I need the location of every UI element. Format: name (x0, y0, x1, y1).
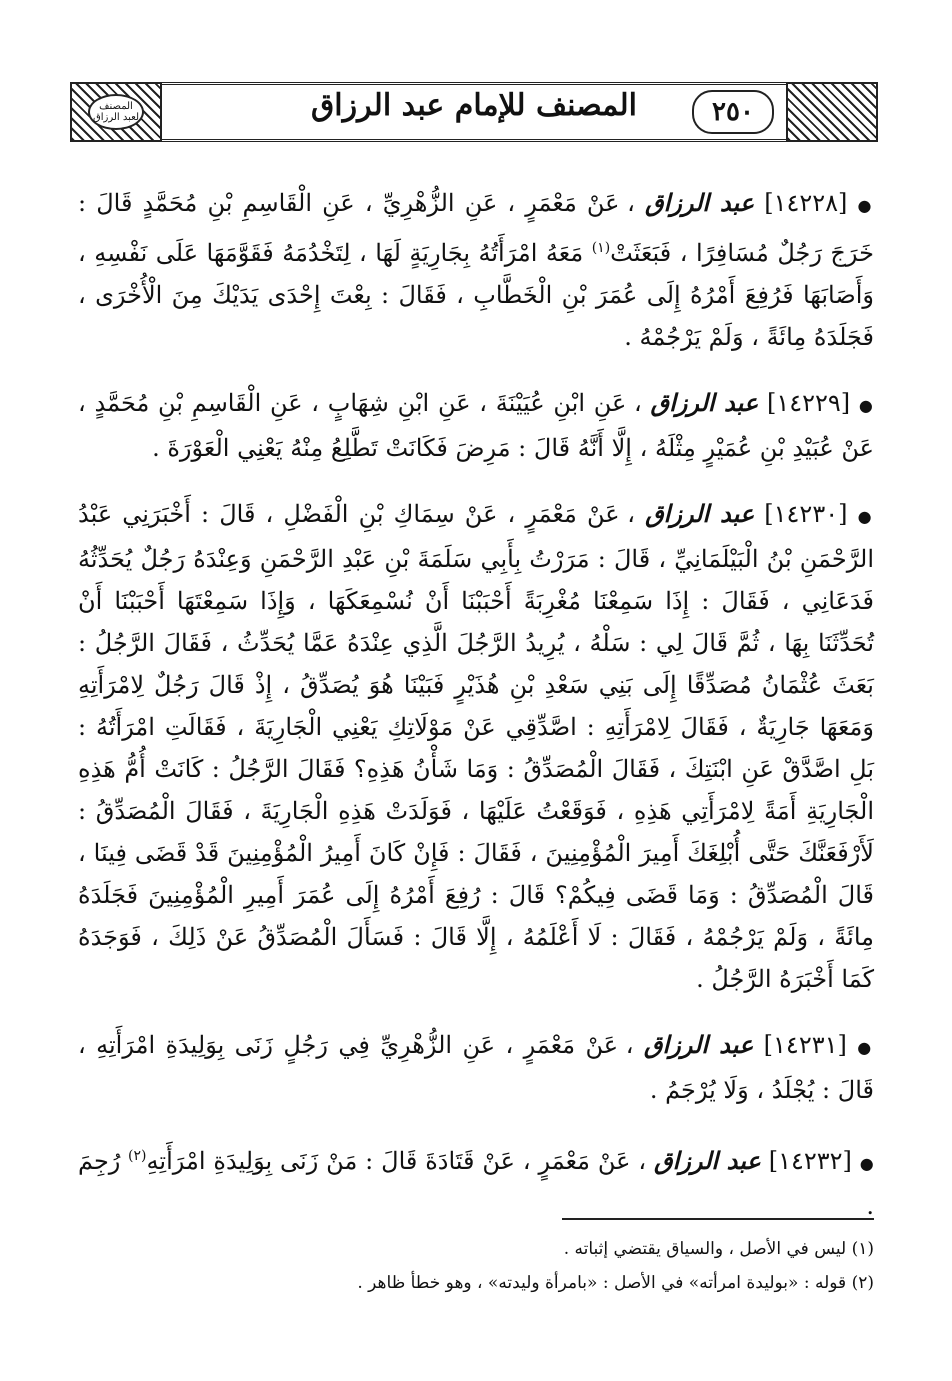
bullet-icon: ● (857, 507, 875, 526)
narrator-name: عبد الرزاق (645, 188, 755, 217)
footnote-item: (١) ليس في الأصل ، والسياق يقتضي إثباته . (563, 1239, 874, 1259)
footnotes (78, 1232, 874, 1300)
bullet-icon: ● (857, 196, 874, 215)
narrator-name: عبد الرزاق (645, 499, 755, 528)
hadith-number: [١٤٢٢٨] (764, 189, 848, 217)
hadith-text-continued: مَعَهُ امْرَأَتُهُ بِجَارِيَةٍ لَهَا ، لِتَخْدُمَهُ فَقَوَّمَهَا عَلَى نَفْسِهِ ، وَأَصَابَهَا فَرُفِعَ أَمْرُهُ إِلَى عُمَرَ بْنِ الْخَطَّابِ ، فَقَالَ : بِعْتَ إِحْدَى يَدَيْكَ مِنَ الْأُخْرَى ، فَجَلَدَهُ مِائَةً ، وَلَمْ يَرْجُمْهُ . (78, 239, 874, 351)
footnote-mark: (٢) (128, 1148, 147, 1164)
bullet-icon: ● (857, 1038, 874, 1057)
narrator-name: عبد الرزاق (653, 1146, 761, 1175)
hadith-text: ، عَنْ مَعْمَرٍ ، عَنِ الزُّهْرِيِّ ، عَنِ الْقَاسِمِ بْنِ مُحَمَّدٍ قَالَ : خَرَجَ رَجُلٌ مُسَافِرًا ، فَبَعَثَتْ (78, 189, 875, 267)
narrator-name: عبد الرزاق (643, 1030, 754, 1059)
hadith-text: ، عَنْ مَعْمَرٍ ، عَنْ سِمَاكِ بْنِ الْفَضْلِ ، قَالَ : أَخْبَرَنِي عَبْدُ الرَّحْمَنِ بْنُ الْبَيْلَمَانِيِّ ، قَالَ : مَرَرْتُ بِأَبِي سَلَمَةَ بْنِ عَبْدِ الرَّحْمَنِ وَعِنْدَهُ رَجُلٌ يُحَدِّثُهُ فَدَعَانِي ، فَقَالَ : إِذَا سَمِعْنَا مُغْرِبَةً أَحْبَبْنَا أَنْ نُسْمِعَكَهَا ، وَإِذَا سَمِعْتَهَا أَحْبَبْنَا أَنْ تُحَدِّثَنَا بِهَا ، ثُمَّ قَالَ لِي : سَلْهُ ، يُرِيدُ الرَّجُلَ الَّذِي عِنْدَهُ عَمَّا يُحَدِّثُ ، فَقَالَ الرَّجُلُ : بَعَثَ عُثْمَانُ مُصَدِّقًا إِلَى بَنِي سَعْدِ بْنِ هُذَيْرٍ فَبَيْنَا هُوَ يُصَدِّقُ ، إِذْ قَالَ رَجُلٌ لِامْرَأَتِهِ وَمَعَهَا جَارِيَةٌ ، فَقَالَ لِامْرَأَتِهِ : اصَّدِّقِي عَنْ مَوْلَاتِكِ يَعْنِي الْجَارِيَةَ ، فَقَالَتِ امْرَأَتُهُ : بَلِ اصَّدَّقْ عَنِ ابْنَتِكَ ، فَقَالَ الْمُصَدِّقُ : وَمَا شَأْنُ هَذِهِ؟ فَقَالَ الرَّجُلُ : كَانَتْ أُمُّ هَذِهِ الْجَارِيَةِ أَمَةً لِامْرَأَتِي هَذِهِ ، فَوَقَعْتُ عَلَيْهَا ، فَوَلَدَتْ هَذِهِ الْجَارِيَةَ ، فَقَالَ الْمُصَدِّقُ : لَأَرْفَعَنَّكَ حَتَّى أُبْلِغَكَ أَمِيرَ الْمُؤْمِنِينَ ، فَقَالَ : فَإِنْ كَانَ أَمِيرُ الْمُؤْمِنِينَ قَدْ قَضَى فِينَا ، قَالَ الْمُصَدِّقُ : وَمَا قَضَى فِيكُمْ؟ قَالَ : رُفِعَ أَمْرُهُ إِلَى عُمَرَ أَمِيرِ الْمُؤْمِنِينَ فَجَلَدَهُ مِائَةً ، وَلَمْ يَرْجُمْهُ ، فَقَالَ : لَا أَعْلَمُهُ ، إِلَّا قَالَ : فَسَأَلَ الْمُصَدِّقُ عَنْ ذَلِكَ ، فَوَجَدَهُ كَمَا أَخْبَرَهُ الرَّجُلُ . (78, 500, 874, 993)
hadith-entry (78, 493, 874, 1000)
hadith-entry (78, 382, 874, 469)
footnote-mark: (١) (591, 240, 611, 256)
hadith-number: [١٤٢٣٠] (764, 500, 848, 528)
hadith-number: [١٤٢٢٩] (766, 389, 851, 417)
ornament-right (786, 82, 878, 142)
hadith-text: ، عَنْ مَعْمَرٍ ، عَنْ قَتَادَةَ قَالَ : مَنْ زَنَى بِوَلِيدَةِ امْرَأَتِهِ (146, 1147, 647, 1175)
hadith-text: ، عَنِ ابْنِ عُيَيْنَةَ ، عَنِ ابْنِ شِهَابٍ ، عَنِ الْقَاسِمِ بْنِ مُحَمَّدٍ ، عَنْ عُبَيْدِ بْنِ عُمَيْرٍ مِثْلَهُ ، إِلَّا أَنَّهُ قَالَ : مَرِضَ فَكَانَتْ تَطَّلِعُ مِنْهُ يَعْنِي الْعَوْرَةَ . (78, 389, 874, 462)
hadith-number: [١٤٢٣١] (763, 1031, 847, 1059)
bullet-icon: ● (859, 1154, 874, 1173)
hadith-entry (78, 182, 874, 358)
seal-logo: المصنف لعبد الرزاق (88, 94, 144, 130)
main-text (78, 158, 874, 1243)
narrator-name: عبد الرزاق (650, 388, 759, 417)
book-title: المصنف للإمام عبد الرزاق (311, 88, 637, 123)
hadith-entry (78, 1024, 874, 1111)
footnote-divider (562, 1218, 874, 1220)
footnote-item: (٢) قوله : «بوليدة امرأته» في الأصل : «بامرأة وليدته» ، وهو خطأ ظاهر . (357, 1273, 874, 1293)
page-header (70, 82, 878, 142)
hadith-text: ، عَنْ مَعْمَرٍ ، عَنِ الزُّهْرِيِّ فِي رَجُلٍ زَنَى بِوَلِيدَةِ امْرَأَتِهِ ، قَالَ : يُجْلَدُ ، وَلَا يُرْجَمُ . (78, 1031, 874, 1104)
hadith-text-continued: رُجِمَ . (78, 1147, 874, 1220)
ornament-left (70, 82, 162, 142)
hadith-number: [١٤٢٣٢] (768, 1147, 852, 1175)
bullet-icon: ● (858, 396, 874, 415)
hadith-entry (78, 1135, 874, 1227)
page-number: ٢٥٠ (692, 90, 774, 134)
